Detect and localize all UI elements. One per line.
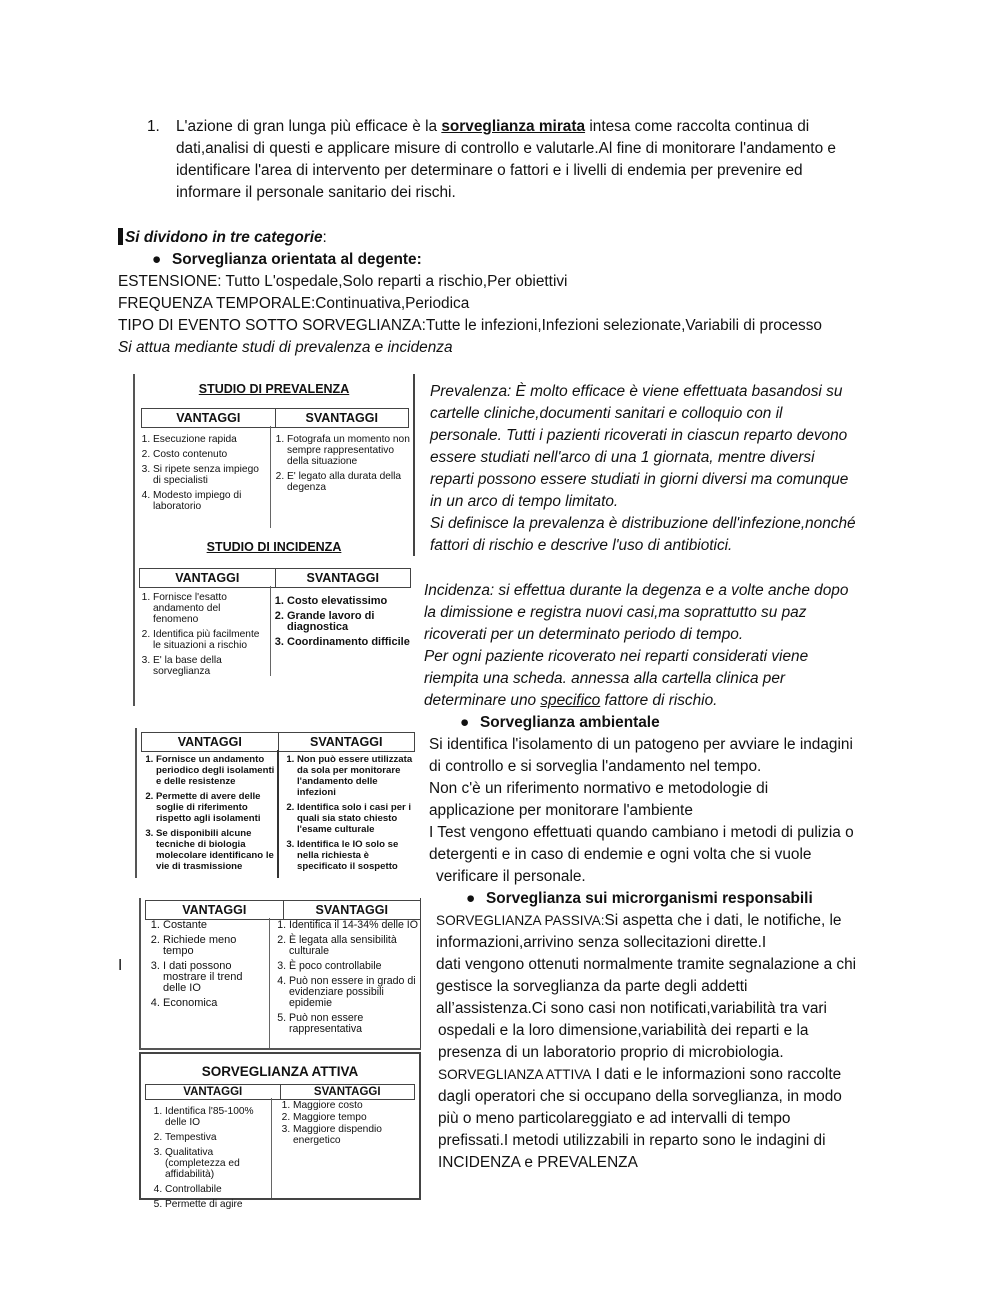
col-header-vantaggi: VANTAGGI: [177, 735, 242, 749]
bullet-microrganismi: ● Sorveglianza sui microrganismi responsabili: [466, 890, 813, 907]
table-sorveglianza-attiva: [139, 1052, 421, 1210]
vantaggi-list: 1. Esecuzione rapida 2. Costo contenuto 3. Si ripete senza impiego di specialisti 4. Modesto impiego di laboratorio: [139, 434, 267, 516]
vantaggi-list: 1. Costante 2. Richiede meno tempo 3. I dati possono mostrare il trend delle IO 4. Economica: [147, 920, 265, 1013]
prevalenza-paragraph: Prevalenza: È molto efficace è viene effettuata basandosi su cartelle cliniche,documenti sanitari e colloquio con il personale. Tutti i pazienti ricoverati in ciascun reparto devono essere studiati nell'arco di una 1 giornata, mentre diversi reparti possono essere studiati in giorni diversi ma comunque in un arco di tempo limitato. Si definisce la prevalenza è distribuzione dell'infezione,nonché fattori di rischio e descrive l'uso di antibiotici.: [430, 383, 856, 554]
svantaggi-list: 1. Costo elevatissimo 2. Grande lavoro di diagnostica 3. Coordinamento difficile: [273, 596, 411, 652]
attua-line: Si attua mediante studi di prevalenza e incidenza: [118, 339, 453, 356]
svantaggi-list: 1. Identifica il 14-34% delle IO 2. È legata alla sensibilità culturale 3. È poco controllabile 4. Può non essere in grado di evidenziare possibili epidemie 5. Può non essere rappresentativa: [273, 920, 419, 1039]
bullet-degente: ● Sorveglianza orientata al degente:: [152, 251, 422, 268]
col-header-vantaggi: VANTAGGI: [182, 903, 247, 917]
svantaggi-list: 1. Fotografa un momento non sempre rappresentativo della situazione 2. E' legato alla durata della degenza: [273, 434, 411, 497]
svantaggi-list: 1. Maggiore costo 2. Maggiore tempo 3. Maggiore dispendio energetico: [275, 1100, 415, 1150]
vantaggi-list: 1. Fornisce un andamento periodico degli isolamenti e delle resistenze 2. Permette di avere delle soglie di riferimento rispetto agli isolamenti 3. Se disponibili alcune tecniche di biologia molecolare identificano le vie di trasmissione: [142, 754, 276, 876]
svantaggi-list: 1. Non può essere utilizzata da sola per monitorare l'andamento delle infezioni 2. Identifica solo i casi per i quali sia stato chiesto l'esame culturale 3. Identifica le IO solo se nella richiesta è specificato il sospetto: [283, 754, 415, 876]
col-header-svantaggi: SVANTAGGI: [275, 409, 409, 427]
col-header-svantaggi: SVANTAGGI: [283, 901, 421, 919]
col-header-svantaggi: SVANTAGGI: [278, 733, 415, 751]
table-ambientale: [135, 728, 415, 878]
sorveglianza-mirata-term: sorveglianza mirata: [441, 118, 586, 135]
cursor-marker: [118, 228, 123, 245]
table-sorveglianza-passiva: [139, 898, 421, 1050]
intro-line-4: informare il personale sanitario dei rischi.: [176, 184, 456, 201]
frequenza-line: FREQUENZA TEMPORALE:Continuativa,Periodica: [118, 295, 470, 312]
col-header-vantaggi: VANTAGGI: [176, 411, 241, 425]
intro-line-1: L'azione di gran lunga più efficace è la sorveglianza mirata intesa come raccolta continua di: [176, 118, 810, 135]
categories-heading: Si dividono in tre categorie:: [118, 227, 327, 249]
col-header-svantaggi: SVANTAGGI: [280, 1085, 415, 1099]
vantaggi-list: 1. Identifica l'85-100% delle IO 2. Tempestiva 3. Qualitativa (completezza ed affidabilità) 4. Controllabile 5. Permette di agire: [147, 1106, 267, 1214]
microrganismi-paragraph: SORVEGLIANZA PASSIVA:Si aspetta che i dati, le notifiche, le informazioni,arrivino senza sollecitazioni dirette.I dati vengono ottenuti normalmente tramite segnalazione a chi gestisce la sorveglianza da parte degli addetti all’assistenza.Ci sono casi non notificati,variabilità tra vari ospedali e la loro dimensione,variabilità dei reparti e la presenza di un laboratorio proprio di microbiologia. SORVEGLIANZA ATTIVA I dati e le informazioni sono raccolte dagli operatori che si occupano della sorveglianza, in modo più o meno particolareggiato e ad intervalli di tempo prefissati.I metodi utilizzabili in reparto sono le indagini di INCIDENZA e PREVALENZA: [436, 912, 857, 1171]
bullet-ambientale: ● Sorveglianza ambientale: [460, 714, 660, 731]
estensione-line: ESTENSIONE: Tutto L'ospedale,Solo reparti a rischio,Per obiettivi: [118, 273, 568, 290]
intro-line-2: dati,analisi di questi e applicare misure di controllo e valutarle.Al fine di monitorare l'andamento e: [176, 140, 836, 157]
table-studio-prevalenza: [133, 374, 413, 556]
vantaggi-list: 1. Fornisce l'esatto andamento del fenomeno 2. Identifica più facilmente le situazioni a rischio 3. E' la base della sorveglianza: [139, 592, 267, 681]
tipo-evento-line: TIPO DI EVENTO SOTTO SORVEGLIANZA:Tutte le infezioni,Infezioni selezionate,Variabili di processo: [118, 317, 822, 334]
stray-char: I: [118, 957, 123, 974]
incidenza-paragraph: Incidenza: si effettua durante la degenza e a volte anche dopo la dimissione e registra nuovi casi,ma soprattutto su paz ricoverati per un determinato periodo di tempo. Per ogni paziente ricoverato nei reparti considerati viene riempita una scheda. annessa alla cartella clinica per determinare uno specifico fattore di rischio.: [424, 582, 849, 709]
intro-line-3: identificare l'area di intervento per determinare o fattori e i livelli di endemia per prevenire ed: [176, 162, 803, 179]
col-header-svantaggi: SVANTAGGI: [275, 569, 411, 587]
col-header-vantaggi: VANTAGGI: [183, 1086, 243, 1098]
table-title-incidenza: STUDIO DI INCIDENZA: [206, 540, 342, 554]
col-header-vantaggi: VANTAGGI: [175, 571, 240, 585]
list-number: 1.: [147, 118, 160, 135]
table-title: STUDIO DI PREVALENZA: [198, 382, 350, 396]
ambientale-paragraph: Si identifica l'isolamento di un patogeno per avviare le indagini di controllo e si sorveglia l'andamento nel tempo. Non c'è un riferimento normativo e metodologie di applicazione per monitorare l'ambiente I Test vengono effettuati quando cambiano i metodi di pulizia o detergenti e in caso di endemie e ogni volta che si vuole verificare il personale.: [429, 736, 854, 885]
table-title: SORVEGLIANZA ATTIVA: [201, 1064, 359, 1079]
table-studio-incidenza: [133, 556, 413, 706]
